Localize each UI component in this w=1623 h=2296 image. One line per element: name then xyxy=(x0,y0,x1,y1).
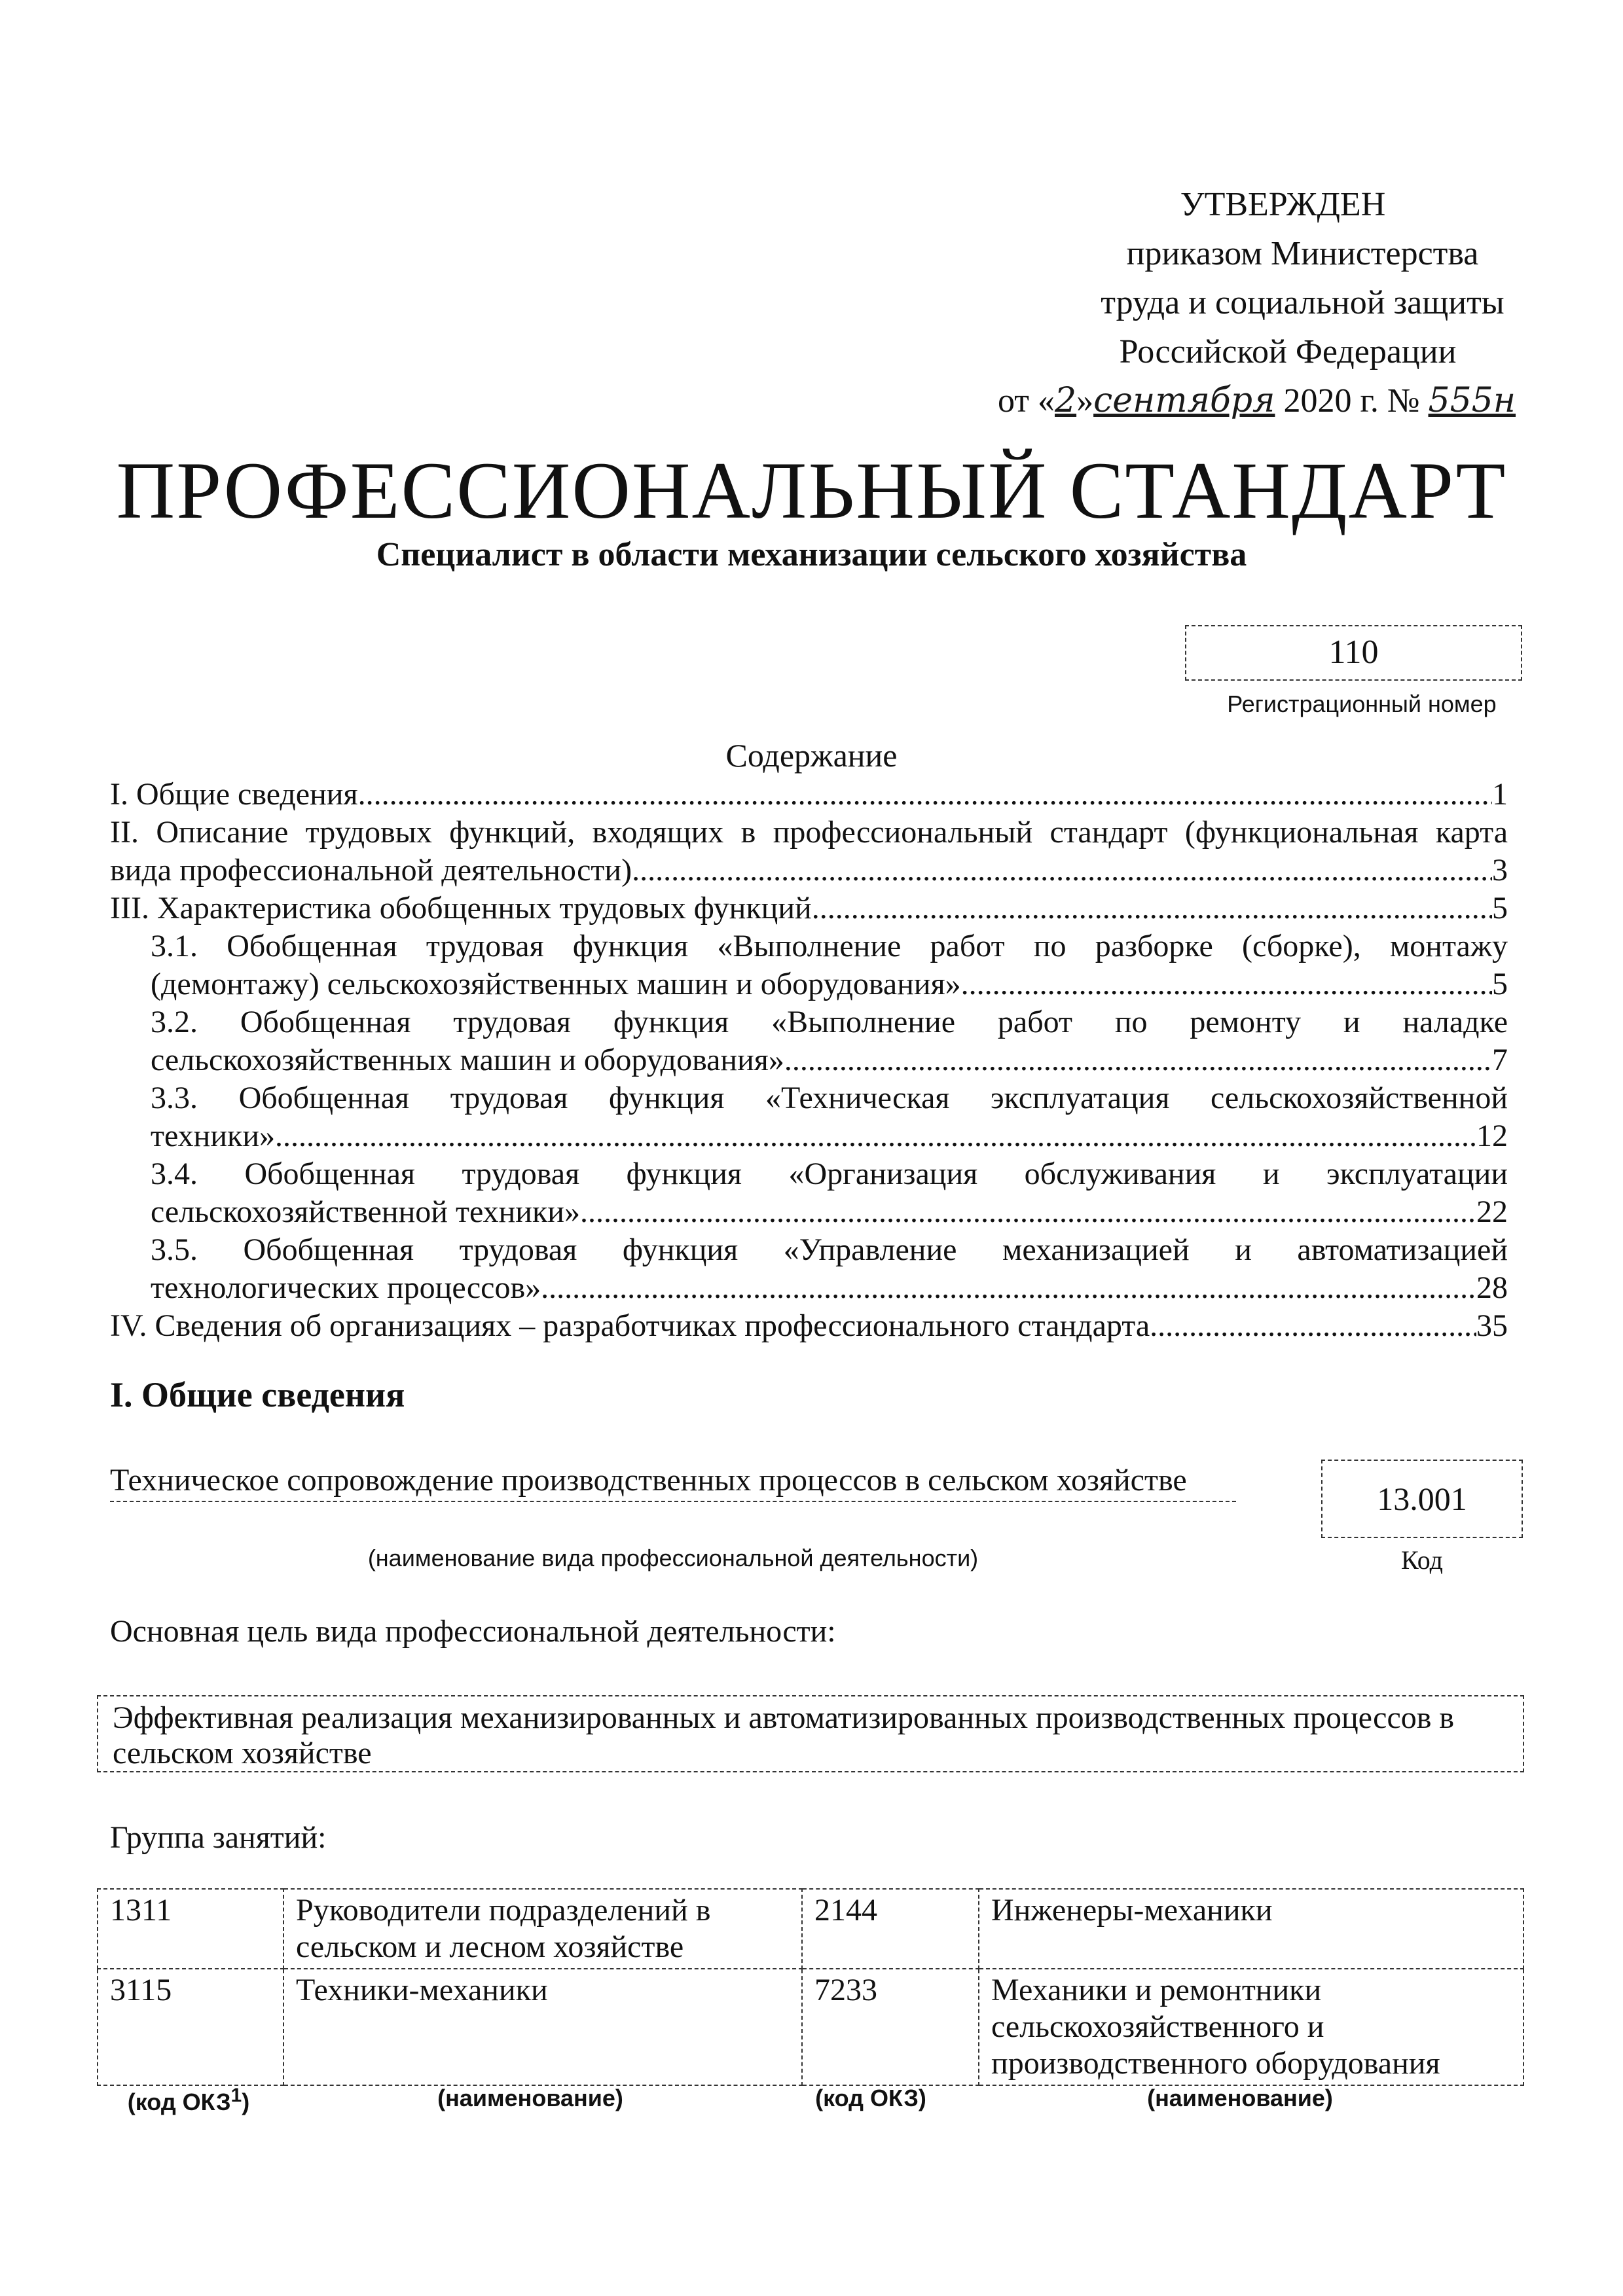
okz-code-cell: 7233 xyxy=(802,1969,979,2085)
approval-block xyxy=(786,180,1623,425)
occupation-name-cell: Механики и ремонтники сельскохозяйственного и производственного оборудования xyxy=(979,1969,1523,2085)
toc-item[interactable]: 3.1. Обобщенная трудовая функция «Выполнение работ по разборке (сборке), монтажу (демонтажу) сельскохозяйственных машин и оборудования» ..... 5 xyxy=(110,927,1508,1003)
date-sep: » xyxy=(1076,382,1094,420)
approval-date-line xyxy=(890,376,1623,425)
footnote-marker[interactable]: 1 xyxy=(230,2085,242,2106)
registration-number-box: 110 xyxy=(1185,625,1522,681)
approval-line-1: УТВЕРЖДЕН xyxy=(1180,186,1386,223)
okz-code-cell: 1311 xyxy=(98,1889,283,1969)
toc-item[interactable]: 3.3. Обобщенная трудовая функция «Техническая эксплуатация сельскохозяйственной техники» ..... 12 xyxy=(110,1079,1508,1155)
name-caption-1: (наименование) xyxy=(437,2085,623,2111)
okz-code-caption-2: (код ОКЗ) xyxy=(815,2085,926,2111)
okz-code-cell: 3115 xyxy=(98,1969,283,2085)
occupation-name-cell: Руководители подразделений в сельском и лесном хозяйстве xyxy=(283,1889,802,1969)
handwritten-day: 2 xyxy=(1055,381,1077,420)
name-caption-2: (наименование) xyxy=(1147,2085,1333,2111)
toc-item[interactable]: IV. Сведения об организациях – разработчиках профессионального стандарта ..... 35 xyxy=(110,1307,1508,1345)
okz-code-cell: 2144 xyxy=(802,1889,979,1969)
section-1-heading: I. Общие сведения xyxy=(110,1375,405,1414)
toc-title: Содержание xyxy=(725,737,898,774)
table-row xyxy=(98,1969,1523,2085)
activity-name: Техническое сопровождение производственных процессов в сельском хозяйстве xyxy=(110,1463,1236,1502)
approval-line-2: приказом Министерства xyxy=(1126,235,1479,272)
occupation-table xyxy=(97,1888,1524,2086)
registration-number-label: Регистрационный номер xyxy=(1227,691,1497,717)
table-row xyxy=(98,1889,1523,1969)
occupation-group-label: Группа занятий: xyxy=(110,1820,327,1855)
activity-code-caption: Код xyxy=(1401,1545,1443,1575)
approval-line-3: труда и социальной защиты xyxy=(1101,284,1504,321)
approval-line-4: Российской Федерации xyxy=(1119,333,1457,370)
okz-code-caption-1: (код ОКЗ$^1$) xyxy=(127,2085,250,2115)
date-prefix: от « xyxy=(997,382,1055,420)
activity-caption: (наименование вида профессиональной деятельности) xyxy=(367,1545,979,1571)
toc-item[interactable]: 3.5. Обобщенная трудовая функция «Управление механизацией и автоматизацией технологических процессов» ..... 28 xyxy=(110,1231,1508,1307)
goal-label: Основная цель вида профессиональной деятельности: xyxy=(110,1614,836,1649)
toc-item[interactable]: 3.2. Обобщенная трудовая функция «Выполнение работ по ремонту и наладке сельскохозяйственных машин и оборудования» ..... 7 xyxy=(110,1003,1508,1079)
handwritten-month: сентября xyxy=(1093,381,1275,420)
toc-item[interactable]: I. Общие сведения ..... 1 xyxy=(110,776,1508,814)
date-year: 2020 г. № xyxy=(1275,382,1429,420)
toc-item[interactable]: II. Описание трудовых функций, входящих в профессиональный стандарт (функциональная карта вида профессиональной деятельности) ..... 3 xyxy=(110,814,1508,889)
toc-item[interactable]: 3.4. Обобщенная трудовая функция «Организация обслуживания и эксплуатации сельскохозяйственной техники» ..... 22 xyxy=(110,1155,1508,1231)
document-subtitle: Специалист в области механизации сельского хозяйства xyxy=(376,536,1247,573)
goal-box: Эффективная реализация механизированных и автоматизированных производственных процессов в сельском хозяйстве xyxy=(97,1695,1524,1772)
activity-code-box: 13.001 xyxy=(1321,1460,1523,1538)
table-of-contents xyxy=(110,776,1508,1345)
occupation-name-cell: Инженеры-механики xyxy=(979,1889,1523,1969)
handwritten-number: 555н xyxy=(1428,381,1516,420)
occupation-name-cell: Техники-механики xyxy=(283,1969,802,2085)
toc-item[interactable]: III. Характеристика обобщенных трудовых функций ..... 5 xyxy=(110,889,1508,927)
document-title: ПРОФЕССИОНАЛЬНЫЙ СТАНДАРТ xyxy=(116,446,1507,535)
